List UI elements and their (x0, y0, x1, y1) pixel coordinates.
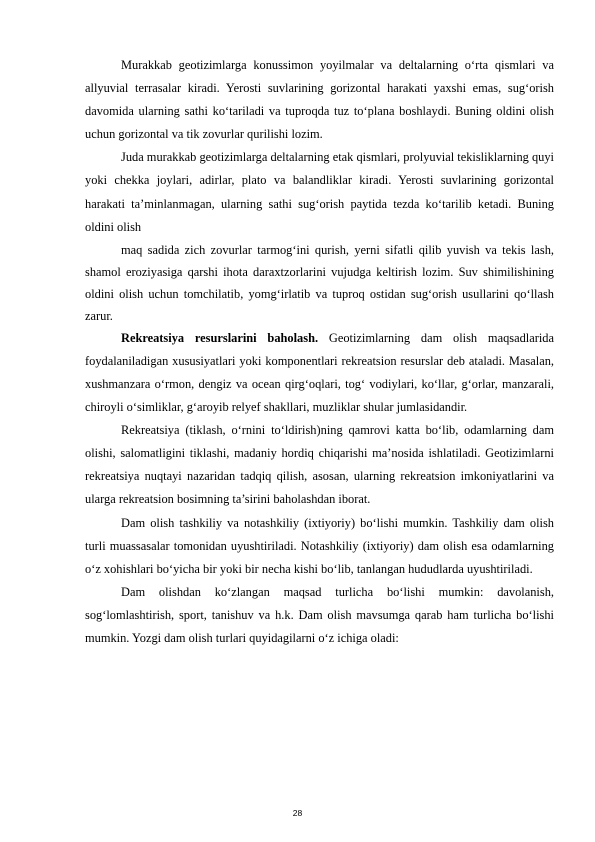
paragraph-recreation-definition (85, 419, 554, 511)
paragraph-text: Juda murakkab geotizimlarga deltalarning etak qismlari, prolyuvial tekisliklarning quyi yoki chekka joylari, adirlar, plato va balandliklar kiradi. Yerosti suvlarining gorizontal harakati ta’minlanmagan, ularning sathi sug‘orish paytida tezda ko‘tarilib ketadi. Buning oldini olish (85, 150, 554, 234)
paragraph-text: Dam olishdan ko‘zlangan maqsad turlicha bo‘lishi mumkin: davolanish, sog‘lomlashtirish, sport, tanishuv va h.k. Dam olish mavsumga qarab ham turlicha bo‘lishi mumkin. Yozgi dam olish turlari quyidagilarni o‘z ichiga oladi: (85, 584, 554, 645)
section-heading: Rekreatsiya resurslarini baholash. (121, 330, 319, 345)
paragraph-text: Dam olish tashkiliy va notashkiliy (ixtiyoriy) bo‘lishi mumkin. Tashkiliy dam olish turli muassasalar tomonidan uyushtiriladi. Notashkiliy (ixtiyoriy) dam olish esa odamlarning o‘z xohishlari bo‘yicha bir yoki bir necha kishi bo‘lib, tanlangan hududlarda uyushtiriladi. (85, 515, 554, 576)
paragraph-text: Rekreatsiya (tiklash, o‘rnini to‘ldirish)ning qamrovi katta bo‘lib, odamlarning dam olishi, salomatligini tiklashi, madaniy hordiq chiqarishi ma’nosida ishlatiladi. Geotizimlarni rekreatsiya nuqtayi nazaridan tadqiq qilish, asosan, ularning rekreatsion imkoniyatlarini va ularga rekreatsion bosimning ta’sirini baholashdan iborat. (85, 423, 554, 507)
page-number: 28 (292, 808, 303, 818)
paragraph-complex-geosystems (85, 54, 554, 146)
paragraph-very-complex-geosystems (85, 146, 554, 238)
paragraph-text: Geotizimlarning dam olish maqsadlarida foydalaniladigan xususiyatlari yoki komponentlari rekreatsion resurslar deb ataladi. Masalan, xushmanzara o‘rmon, dengiz va ocean qirg‘oqlari, tog‘ vodiylari, ko‘llar, g‘orlar, manzarali, chiroyli o‘simliklar, g‘aroyib relyef shakllari, muzliklar shular jumlasidandir. (85, 330, 554, 415)
paragraph-recreation-resources (85, 327, 554, 419)
document-page (85, 54, 554, 650)
paragraph-text: Murakkab geotizimlarga konussimon yoyilmalar va deltalarning o‘rta qismlari va allyuvial terrasalar kiradi. Yerosti suvlarining gorizontal harakati yaxshi emas, sug‘orish davomida ularning sathi ko‘tariladi va tuproqda tuz to‘plana boshlaydi. Buning oldini olish uchun gorizontal va tik zovurlar qurilishi lozim. (85, 58, 554, 142)
paragraph-text: maq sadida zich zovurlar tarmog‘ini qurish, yerni sifatli qilib yuvish va tekis lash, shamol eroziyasiga qarshi ihota daraxtzorlarini vujudga keltirish lozim. Suv shimilishining oldini olish uchun tomchilatib, yomg‘irlatib va tuproq ostidan sug‘orish usullarini qo‘llash zarur. (85, 242, 554, 323)
paragraph-recreation-purposes (85, 581, 554, 650)
paragraph-recreation-types (85, 512, 554, 581)
paragraph-drainage-measures (85, 239, 554, 327)
